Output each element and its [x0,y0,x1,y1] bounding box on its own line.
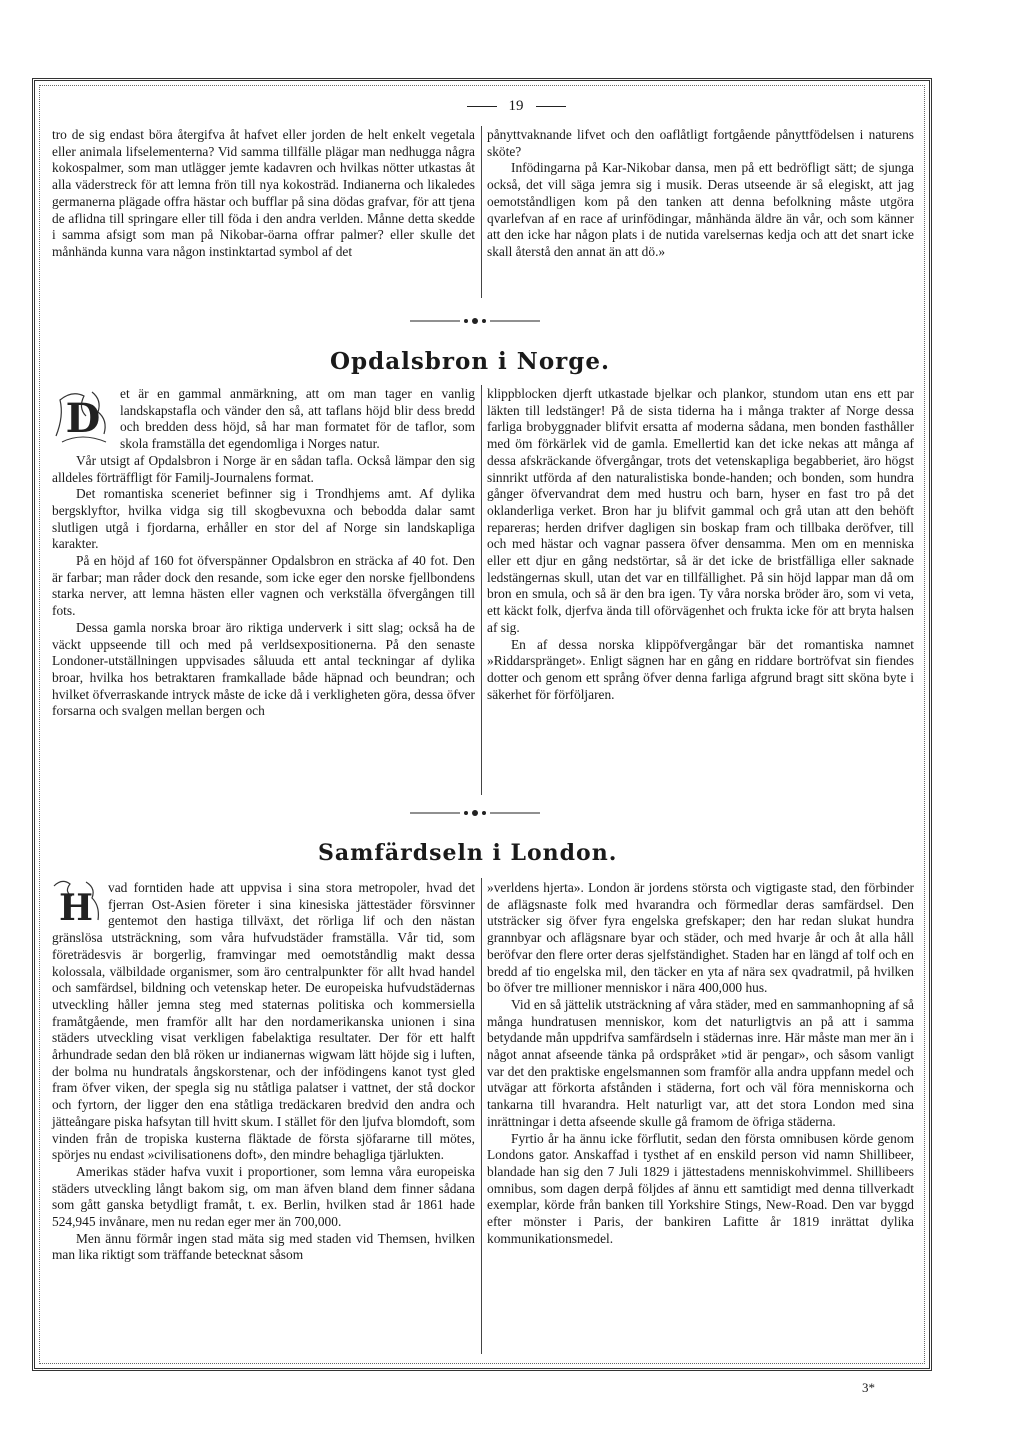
top-left-text: tro de sig endast böra återgifva åt hafvet eller jorden de helt enkelt vegetala eller animala lifselementerna? Vid samma tillfälle plägar man nedhugga några kokospalmer, som man utlägger jemte kadavren och hvilkas nötter utkastas åt alla väderstreck för att lemna frön till nya kokosträd. Indianerna och likaledes germanerna plägade offra hästar och bufflar på sina dödas grafvar, för att tjena de aflidna till springare eller till föda i den andra verlden. Månne detta skedde i samma afsigt som man på Nikobar-öarna offrar palmer? eller skulle det månhända kunna vara någon instinktartad symbol af det [52,127,475,259]
top-right-text: pånyttvaknande lifvet och den oaflåtligt fortgående pånyttfödelsen i naturens sköte? Infödingarna på Kar-Nikobar dansa, men på ett bedröfligt sätt; de sjunga också, det vill säga jemra sig i musik. Deras utseende är så elegiskt, att jag oemotståndligen kom på den tanken att denna befolkning måste utgöra qvarlefvan af en race af urinfödingar, månhända äldre än vår, och som känner att den icke har någon plats i de nutida varelsernas kedja och att det snart icke skall återstå den annat än att dö.» [487,127,914,259]
article1-right-column: klippblocken djerft utkastade bjelkar och plankor, stundom utan ens ett par läkten till ledstänger! På de sista tiderna ha i många trakter af Norge dessa farliga brobyggnader blifvit ersatta af moderna sådana, men bonden fasthåller med öm förkärlek vid de gamla. Emellertid kan det icke nekas att många af dessa afskräckande öfvergångar, trots det vetenskapliga begabberiet, äro högst sinnrikt utförda af den naturalistiska bonde-handen; och bonden, som hundra gånger öfvervandrat dem med hustru och barn, hyser en fast tro på det oklanderliga verket. Bron har ju blifvit gammal och grå utan att den behöft repareras; herden drifver dagligen sin boskap fram och tillbaka deröfver, till och med hästar och vagnar passera öfver densamma. Men om en menniska eller ett djur en gång nedstörtar, så är det icke de bristfälliga eller saknade ledstängernas skull, utan det var en tillfällighet. På sin höjd lappar man då om bron en smula, och så är den bra igen. Ty våra norska bröder äro, som vi veta, ett käckt folk, djerfva ända till oförvägenhet och frukta icke för att bryta halsen af sig. En af dessa norska klippöfvergångar bär det romantiska namnet »Riddarspränget». Enligt sägnen har en gång en riddare bortröfvat sin fiendes dotter och genom ett språng öfver denna farliga afgrund bragt sitt sköna byte i säkerhet för förföljaren. [487,386,914,702]
svg-text:H: H [58,887,94,928]
column-rule [481,385,482,795]
article2-left-column: H vad forntiden hade att uppvisa i sina stora metropoler, hvad det fjerran Ost-Asien företer i sina kinesiska jättestäder försvinner gentemot den hastiga tillväxt, det rörliga lif och den nästan gränslösa utsträckning, som våra hufvudstäder framställa. Vår tid, som företrädesvis är borgerlig, framvingar med oemotståndlig makt dessa kolossala, välbildade organismer, som äro centralpunkter för allt hvad handel och samfärdsel, bildning och vetenskap heter. De europeiska hufvudstädernas utveckling håller jemna steg med staternas politiska och kommersiella framåtgående, men framför allt har den nordamerikanska unionen i sina städers utveckling visat verkligen fabelaktiga resultater. Der för ett halft århundrade sedan den blå röken ur indianernas wigwam lätt höjde sig i luften, der bolma nu hundratals ångskorstenar, och der infödingens kanot tyst gled fram öfver viken, der spegla sig nu ståtliga palatser i vattnet, der stå dockor och fyrtorn, der ligger den ena ståtliga tredäckaren bredvid den andra och jätteångare piska hafsytan till hvitt skum. I stället för den ljufva blomdoft, som vinden från de tropiska kusterna fläktade de första sjöfararne till mötes, spörjes nu endast »civilisationens doft», den mindre behagliga tjärlukten. Amerikas städer hafva vuxit i proportioner, som lemna våra europeiska städers utveckling långt bakom sig, om man äfven bland dem finner sådana som gått ganska betydligt framåt, t. ex. Berlin, hvilken stad år 1861 hade 524,945 invånare, men nu redan eger mer än 700,000. Men ännu förmår ingen stad mäta sig med staden vid Themsen, hvilken man lika riktigt som träffande betecknat såsom [52,880,475,1263]
column-rule [481,126,482,298]
article1-left-column: D et är en gammal anmärkning, att om man tager en vanlig landskapstafla och vänder den så, att taflans höjd blir dess bredd och bredden dess höjd, så har man formatet för de taflor, som skola framställa det egendomliga i Norges natur. Vår utsigt af Opdalsbron i Norge är en sådan tafla. Också lämpar den sig alldeles förträffligt för Familj-Journalens format. Det romantiska sceneriet befinner sig i Trondhjems amt. Af dylika bergsklyftor, hvilka vidga sig till skogbevuxna och bebodda dalar samt slutligen utgå i fjordarna, erhåller en stor del af Norge sin landskapliga karakter. På en höjd af 160 fot öfverspänner Opdalsbron en sträcka af 40 fot. Den är farbar; man råder dock den resande, som icke eger den norske fjellbondens starka nerver, att lemna hästen eller vagnen och verkställa öfvergången till fots. Dessa gamla norska broar äro riktiga underverk i sitt slag; också ha de väckt uppseende till och med på verldsexpositionerna. På den senaste Londoner-utställningen uppvisades såluuda ett antal teckningar af dylika broar, hvilka hos betraktaren framkallade både häpnad och beundran; och hvilket öfverraskande intryck måste de icke då i verkligheten göra, dessa öfver forsarna och svalgen mellan bergen och [52,386,475,719]
article-title-samfardseln: Samfärdseln i London. [318,840,618,866]
section-ornament [410,807,540,819]
signature-mark: 3* [862,1380,875,1395]
ornamental-initial-h [52,878,104,928]
page-number: 19 [0,98,1032,115]
article2-right-column: »verldens hjerta». London är jordens största och vigtigaste stad, den förbinder de aflägsnaste folk med hvarandra och förmedlar deras samfärdsel. Den utsträcker sig öfver fyra engelska grefskaper; den har redan slukat hundra grannbyar och aflägsnare byar och städer, och med hvarje år och åt alla håll beröfvar den flere orter deras sjelfständighet. Staden har en längd af tolf och en bredd af tio engelska mil, den täcker en yta af nära sex qvadratmil, på hvilken bo öfver tre millioner menniskor i nära 400,000 hus. Vid en så jättelik utsträckning af våra städer, med en sammanhopning af så många hundratusen menniskor, kom det naturligtvis an på att i samma betydande mån uppdrifva samfärdseln i städernas inre. Här måste man mer än i något annat afseende tänka på ordspråket »tid är pengar», och såsom vanligt var det den praktiske engelsmannen som framför alla andra uppfann medel och utvägar att förkorta afstånden i städerna, fort och väl föra menniskorna och tankarna till hvarandra. Helt naturligt var, att det stora London med sina inrättningar i detta afseende skulle gå framom de öfriga städerna. Fyrtio år ha ännu icke förflutit, sedan den första omnibusen körde genom Londons gator. Anskaffad i tysthet af en enskild person vid namn Shillibeer, blandade han sig den 7 Juli 1829 i jättestadens menniskohvimmel. Shillibeers omnibus, som dagen derpå följdes af ännu ett samtidigt med denna tillverkadt exemplar, körde från banken till Yorkshire Stings, New-Road. Den var byggd efter mönster i Paris, der bankiren Lafitte år 1819 inrättat dylika kommunikationsmedel. [487,880,914,1246]
section-ornament [410,315,540,327]
ornamental-initial-d [52,386,114,448]
svg-text:D: D [65,395,101,442]
column-rule [481,878,482,1354]
article-title-opdalsbron: Opdalsbron i Norge. [330,348,611,375]
